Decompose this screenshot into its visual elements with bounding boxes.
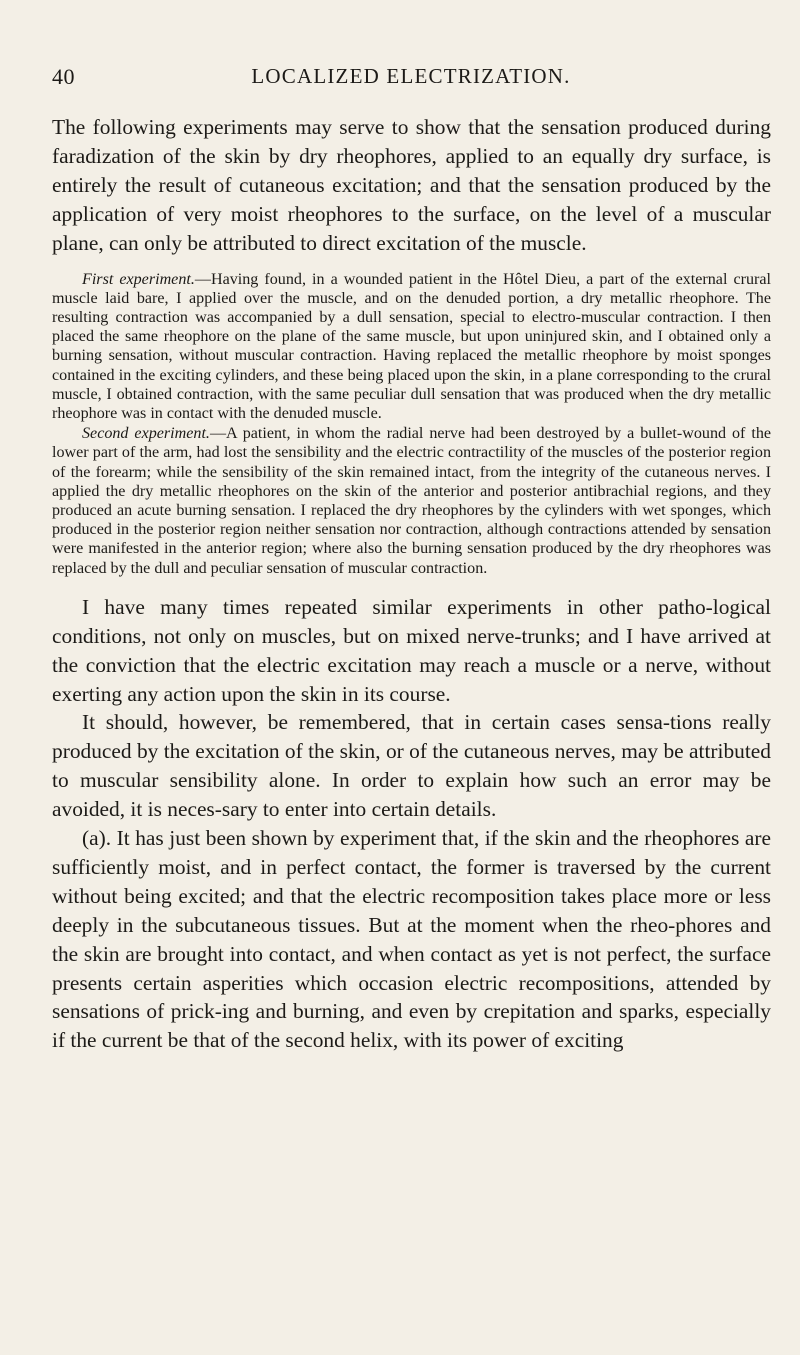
remember-paragraph: It should, however, be remembered, that in certain cases sensa-tions really produced by the excitation of the skin, or of the cutaneous nerves, may be attributed to muscular sensibility alone. In order to explain how such an error may be avoided, it is neces-sary to enter into certain details. xyxy=(52,710,771,822)
intro-paragraph: The following experiments may serve to show that the sensation produced during faradization of the skin by dry rheophores, applied to an equally dry surface, is entirely the result of cutaneous excitation; and that the sensation produced by the application of very moist rheophores to the surface, on the level of a muscular plane, can only be attributed to direct excitation of the muscle. xyxy=(52,115,771,255)
second-experiment-text: —A patient, in whom the radial nerve had been destroyed by a bullet-wound of the lower part of the arm, had lost the sensibility and the electric contractility of the muscles of the posterior region of the forearm; while the sensibility of the skin remained intact, from the integrity of the cutaneous nerves. I applied the dry metallic rheophores on the skin of the anterior and posterior antibrachial regions, and they produced an acute burning sensation. I replaced the dry rheophores by the cylinders with wet sponges, which produced in the posterior region neither sensation nor contraction, although contractions attended by sensation were manifested in the anterior region; where also the burning sensation produced by the dry rheophores was replaced by the dull and peculiar sensation of muscular contraction. xyxy=(52,425,772,577)
first-experiment-paragraph xyxy=(52,270,771,424)
second-experiment-label: Second experiment. xyxy=(82,425,210,443)
second-experiment-paragraph xyxy=(52,424,771,578)
first-experiment-text: —Having found, in a wounded patient in the Hôtel Dieu, a part of the external crural muscle laid bare, I applied over the muscle, and on the denuded portion, a dry metallic rheophore. The resulting contraction was accompanied by a dull sensation, special to electro-muscular contraction. I then placed the same rheophore on the plane of the same muscle, but upon uninjured skin, and I obtained only a burning sensation, without muscular contraction. Having replaced the metallic rheophore by moist sponges contained in the exciting cylinders, and these being placed upon the skin, in a plane corresponding to the crural muscle, I obtained contraction, with the same peculiar dull sensation that was produced when the dry metallic rheophore was in contact with the denuded muscle. xyxy=(52,270,771,422)
page-number: 40 xyxy=(52,64,75,89)
body-text xyxy=(52,113,771,1055)
point-a-paragraph: (a). It has just been shown by experiment that, if the skin and the rheophores are sufficiently moist, and in perfect contact, the former is traversed by the current without being excited; and that the electric recomposition takes place more or less deeply in the subcutaneous tissues. But at the moment when the rheo-phores and the skin are brought into contact, and when contact as yet is not perfect, the surface presents certain asperities which occasion electric recompositions, attended by sensations of prick-ing and burning, and even by crepitation and sparks, especially if the current be that of the second helix, with its power of exciting xyxy=(52,826,771,1053)
running-header xyxy=(52,64,770,94)
repeated-experiments-paragraph: I have many times repeated similar experiments in other patho-logical conditions, not only on muscles, but on mixed nerve-trunks; and I have arrived at the conviction that the electric excitation may reach a muscle or a nerve, without exerting any action upon the skin in its course. xyxy=(52,594,771,706)
first-experiment-label: First experiment. xyxy=(82,270,195,288)
running-title: LOCALIZED ELECTRIZATION. xyxy=(251,64,571,88)
